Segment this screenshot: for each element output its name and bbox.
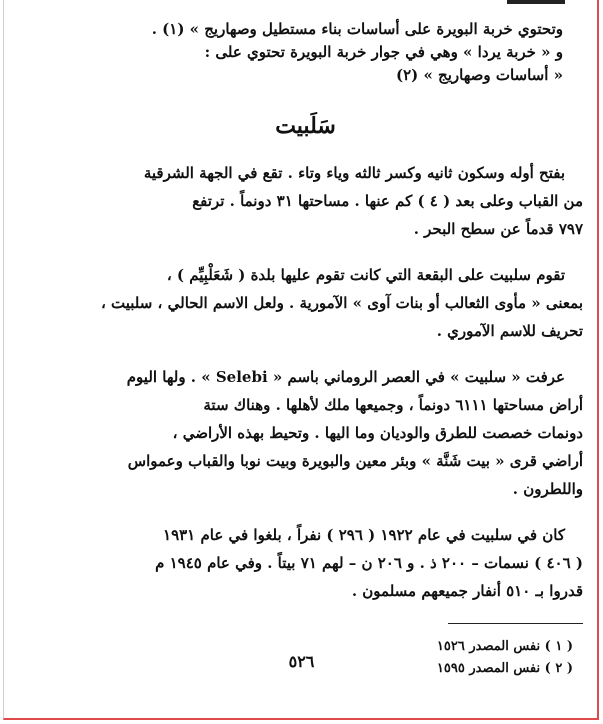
paragraph-population — [28, 521, 583, 605]
footnote: ( ١ ) نفس المصدر ١٥٢٦ — [436, 639, 573, 654]
text-line: واللطرون . — [512, 480, 583, 498]
top-edge-mark — [507, 0, 565, 4]
paragraph-history — [28, 261, 583, 345]
continued-text — [28, 18, 563, 87]
footnote: ( ٢ ) نفس المصدر ١٥٩٥ — [436, 661, 573, 676]
document-page — [28, 18, 583, 680]
text-line: أراضي قرى « بيت شَنَّة » وبئر معين والبويرة وبيت نوبا والقباب وعمواس — [127, 452, 583, 470]
text-line: « أساسات وصهاريج » (٢) — [395, 66, 563, 84]
section-title: سَلَبيت — [275, 113, 336, 139]
footnote-separator — [448, 623, 583, 624]
text-line: تقوم سلبيت على البقعة التي كانت تقوم عليها بلدة ( شَعَلْبِيِّم ) ، — [166, 266, 565, 284]
text-line: ٧٩٧ قدماً عن سطح البحر . — [413, 220, 583, 238]
paragraph-location — [28, 159, 583, 243]
page-number: ٥٢٦ — [288, 652, 315, 671]
text-line: أراض مساحتها ٦١١١ دونماً ، وجميعها ملك لأهلها . وهناك ستة — [203, 396, 583, 414]
text-line: من القباب وعلى بعد ( ٤ ) كم عنها . مساحتها ٣١ دونماً . ترتفع — [192, 192, 583, 210]
text-line: بفتح أوله وسكون ثانيه وكسر ثالثه وياء وتاء . تقع في الجهة الشرقية — [143, 164, 565, 182]
paragraph-lands — [28, 363, 583, 503]
text-line: تحريف للاسم الآموري . — [436, 322, 583, 340]
text-line: دونمات خصصت للطرق والوديان وما اليها . وتحيط بهذه الأراضي ، — [172, 424, 583, 442]
text-line: بمعنى « مأوى الثعالب أو بنات آوى » الآمورية . ولعل الاسم الحالي ، سلبيت ، — [100, 294, 583, 312]
text-line: وتحتوي خربة البويرة على أساسات بناء مستطيل وصهاريج » (١) . — [151, 20, 563, 38]
text-line: كان في سلبيت في عام ١٩٢٢ ( ٢٩٦ ) نفراً ، بلغوا في عام ١٩٣١ — [163, 526, 565, 544]
text-line: ( ٤٠٦ ) نسمات – ٢٠٠ ذ . و ٢٠٦ ن – لهم ٧١ بيتاً . وفي عام ١٩٤٥ م — [155, 554, 583, 572]
text-line: و « خربة يردا » وهي في جوار خربة البويرة تحتوي على : — [204, 43, 563, 61]
text-line: قدروا بـ ٥١٠ أنفار جميعهم مسلمون . — [351, 582, 583, 600]
text-line: عرفت « سلبيت » في العصر الروماني باسم « Selebi » . ولها اليوم — [126, 368, 565, 386]
